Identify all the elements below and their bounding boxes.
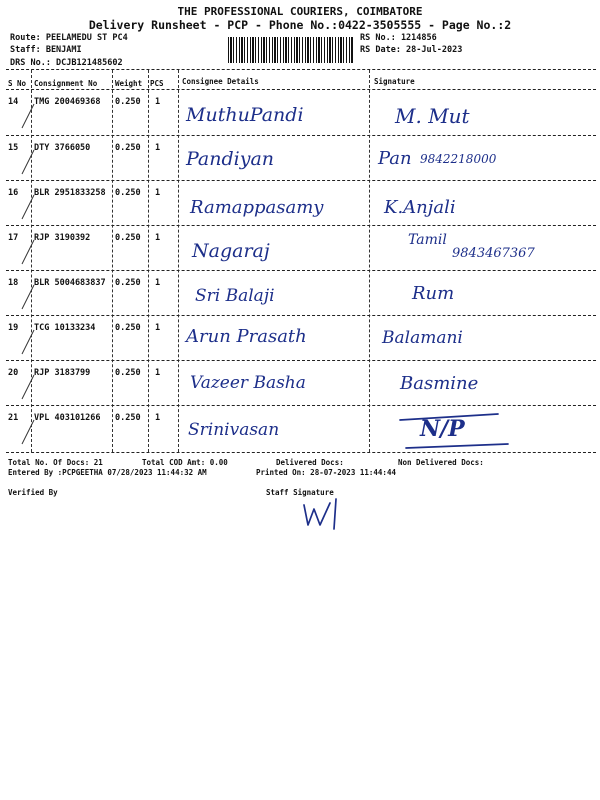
check-mark-icon (20, 326, 40, 356)
row-sno: 15 (8, 143, 19, 153)
row-consignment: BLR 5004683837 (34, 278, 106, 288)
staff-label: Staff: BENJAMI (10, 45, 82, 55)
check-mark-icon (20, 281, 40, 311)
consignee-handwriting: Nagaraj (192, 240, 270, 262)
row-pcs: 1 (155, 143, 161, 153)
signature-handwriting: Rum (412, 283, 455, 304)
table-row (0, 406, 600, 451)
row-separator (6, 452, 596, 453)
signature-handwriting: Basmine (400, 373, 479, 394)
verified-by: Verified By (8, 488, 58, 497)
row-pcs: 1 (155, 97, 161, 107)
table-row (0, 271, 600, 316)
row-weight: 0.250 (115, 323, 141, 333)
row-sno: 21 (8, 413, 19, 423)
np-box-stroke (398, 412, 518, 452)
consignee-handwriting: MuthuPandi (186, 104, 304, 126)
row-weight: 0.250 (115, 97, 141, 107)
rs-date: RS Date: 28-Jul-2023 (360, 45, 463, 55)
row-consignment: TCG 10133234 (34, 323, 96, 333)
col-consignee: Consignee Details (182, 77, 259, 86)
consignee-handwriting: Sri Balaji (195, 286, 275, 306)
row-consignment: DTY 3766050 (34, 143, 91, 153)
total-docs: Total No. Of Docs: 21 (8, 458, 103, 467)
row-weight: 0.250 (115, 413, 141, 423)
signature-handwriting: K.Anjali (384, 197, 456, 218)
consignee-handwriting: Pandiyan (186, 148, 275, 170)
consignee-handwriting: Vazeer Basha (190, 373, 306, 393)
row-pcs: 1 (155, 233, 161, 243)
check-mark-icon (20, 146, 40, 176)
row-weight: 0.250 (115, 278, 141, 288)
check-mark-icon (20, 100, 40, 130)
check-mark-icon (20, 416, 40, 446)
row-consignment: VPL 403101266 (34, 413, 101, 423)
entered-by: Entered By :PCPGEETHA 07/28/2023 11:44:32 AM (8, 468, 207, 477)
check-mark-icon (20, 371, 40, 401)
drs-number: DRS No.: DCJB121485602 (10, 58, 123, 68)
row-consignment: TMG 200469368 (34, 97, 101, 107)
table-row (0, 316, 600, 361)
table-row (0, 136, 600, 181)
row-sno: 19 (8, 323, 19, 333)
header-rule-top (6, 69, 596, 70)
route-label: Route: PEELAMEDU ST PC4 (10, 33, 128, 43)
row-weight: 0.250 (115, 188, 141, 198)
col-weight: Weight (115, 79, 143, 88)
row-pcs: 1 (155, 278, 161, 288)
table-row (0, 226, 600, 271)
row-consignment: BLR 2951833258 (34, 188, 106, 198)
printed-on: Printed On: 28-07-2023 11:44:44 (256, 468, 396, 477)
signature-handwriting: Pan (378, 148, 412, 169)
check-mark-icon (20, 236, 40, 266)
check-mark-icon (20, 191, 40, 221)
table-row (0, 181, 600, 226)
delivered-docs: Delivered Docs: (276, 458, 344, 467)
consignee-handwriting: Arun Prasath (186, 326, 307, 347)
consignee-handwriting: Srinivasan (188, 420, 280, 440)
row-weight: 0.250 (115, 368, 141, 378)
table-row (0, 361, 600, 406)
row-pcs: 1 (155, 323, 161, 333)
signature-handwriting: N/P (420, 416, 465, 442)
signature-phone-note: 9842218000 (420, 152, 497, 166)
row-sno: 16 (8, 188, 19, 198)
consignee-handwriting: Ramappasamy (190, 197, 324, 218)
table-row (0, 90, 600, 135)
row-consignment: RJP 3183799 (34, 368, 91, 378)
signature-handwriting: Tamil (408, 232, 447, 248)
barcode-image (228, 37, 353, 63)
row-sno: 17 (8, 233, 19, 243)
row-consignment: RJP 3190392 (34, 233, 91, 243)
signature-phone-note: 9843467367 (452, 246, 535, 261)
col-sno: S No (8, 79, 27, 88)
staff-signature-label: Staff Signature (266, 488, 334, 497)
total-cod: Total COD Amt: 0.00 (142, 458, 228, 467)
col-signature: Signature (374, 77, 415, 86)
non-delivered-docs: Non Delivered Docs: (398, 458, 484, 467)
row-sno: 14 (8, 97, 19, 107)
rs-number: RS No.: 1214856 (360, 33, 437, 43)
company-title: THE PROFESSIONAL COURIERS, COIMBATORE (177, 5, 423, 18)
row-pcs: 1 (155, 413, 161, 423)
row-weight: 0.250 (115, 233, 141, 243)
row-pcs: 1 (155, 368, 161, 378)
signature-handwriting: M. Mut (395, 104, 470, 128)
row-weight: 0.250 (115, 143, 141, 153)
staff-signature-image (300, 495, 350, 535)
signature-handwriting: Balamani (382, 328, 463, 348)
row-pcs: 1 (155, 188, 161, 198)
row-sno: 20 (8, 368, 19, 378)
col-consignment: Consignment No (34, 79, 98, 88)
col-pcs: PCS (150, 79, 164, 88)
runsheet-subtitle: Delivery Runsheet - PCP - Phone No.:0422-3505555 - Page No.:2 (88, 18, 512, 32)
row-sno: 18 (8, 278, 19, 288)
